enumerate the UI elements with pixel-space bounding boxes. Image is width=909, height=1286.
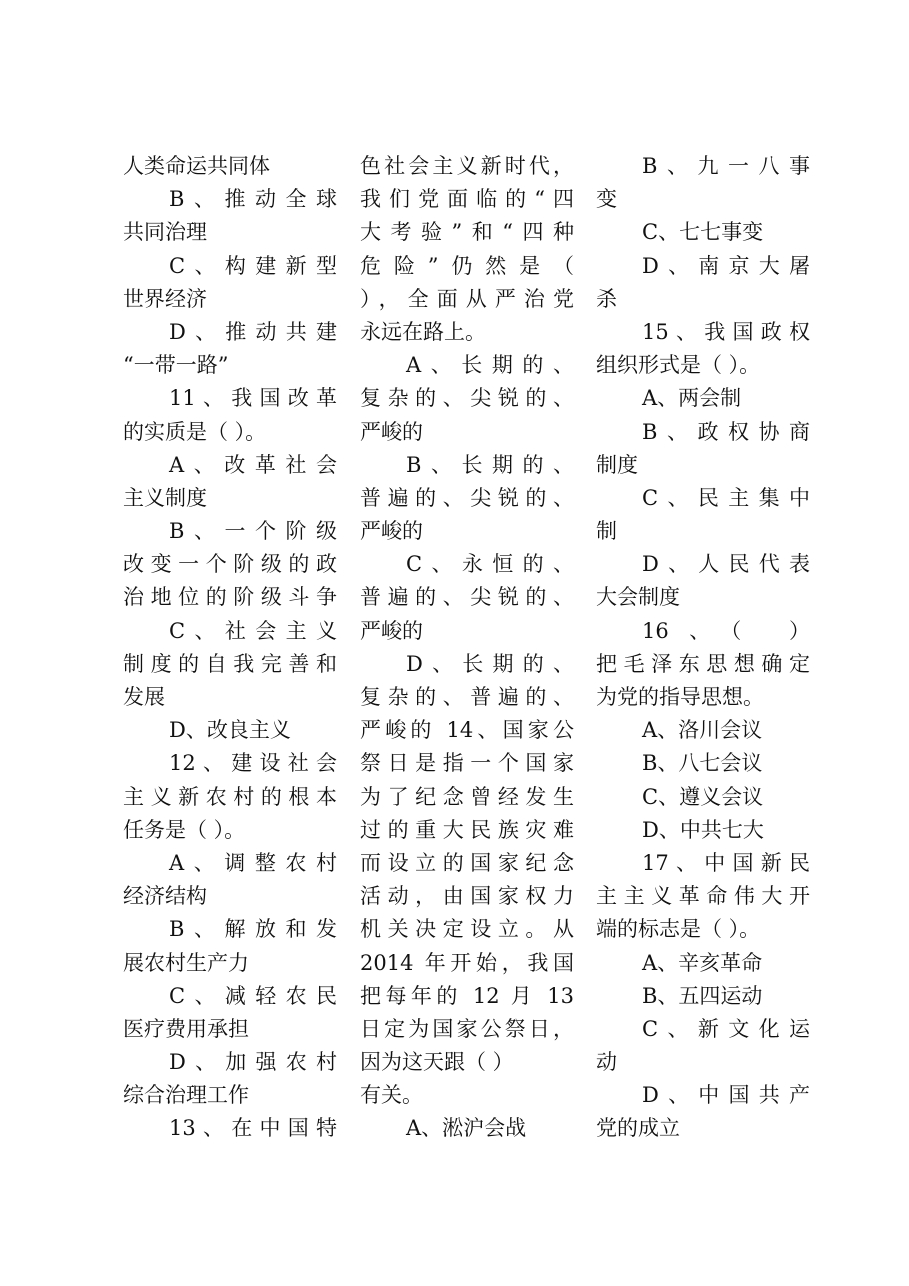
text-line: 人类命运共同体: [123, 154, 270, 178]
text-line: 杀: [596, 286, 617, 311]
text-line: 世界经济: [123, 286, 207, 311]
text-line: C、减轻农民: [169, 983, 337, 1008]
text-line: C、构建新型: [169, 253, 337, 278]
column-left: [123, 150, 337, 1146]
text-line: 为党的指导思想。: [596, 685, 764, 709]
text-line: 13、在中国特: [169, 1116, 337, 1141]
text-line: A、淞沪会战: [406, 1116, 527, 1141]
text-line: 为了纪念曾经发生: [360, 784, 574, 809]
text-line: B、五四运动: [642, 983, 763, 1008]
text-line: 党的成立: [596, 1116, 680, 1141]
text-line: 因为这天跟（ ）: [360, 1050, 514, 1075]
text-line: 有关。: [360, 1083, 423, 1108]
text-line: D、南京大屠: [642, 253, 810, 278]
text-line: 医疗费用承担: [123, 1016, 249, 1041]
text-line: 过的重大民族灾难: [360, 817, 574, 842]
text-line: A、长期的、: [406, 353, 574, 378]
text-line: 任务是（ ）。: [123, 817, 246, 842]
text-line: 改变一个阶级的政: [123, 552, 337, 577]
text-line: B、推动全球: [169, 187, 337, 212]
text-line: C、永恒的、: [406, 552, 574, 577]
text-line: 严峻的: [360, 419, 423, 444]
text-line: 把每年的 12 月 13: [360, 983, 574, 1008]
text-line: D、长期的、: [406, 651, 574, 676]
text-line: 制度的自我完善和: [123, 651, 337, 676]
text-line: 综合治理工作: [123, 1083, 249, 1108]
text-line: 11、我国改革: [169, 386, 337, 411]
text-line: 严峻的: [360, 519, 423, 544]
text-line: 端的标志是（ ）。: [596, 917, 761, 942]
text-line: 活动，由国家权力: [360, 884, 574, 909]
text-line: C、新文化运: [642, 1016, 810, 1041]
text-line: 主义制度: [123, 485, 207, 510]
text-line: A、调整农村: [169, 850, 337, 875]
column-middle: [360, 150, 574, 1146]
text-line: A、辛亥革命: [642, 950, 763, 975]
text-line: D、中共七大: [642, 817, 764, 842]
text-line: 经济结构: [123, 884, 207, 909]
text-line: ），全面从严治党: [360, 286, 574, 311]
text-line: 复杂的、尖锐的、: [360, 386, 574, 411]
text-line: 色社会主义新时代，: [360, 154, 574, 178]
text-line: 危险”仍然是（: [360, 253, 574, 278]
text-line: 我们党面临的“四: [360, 187, 574, 212]
text-line: 12、建设社会: [169, 751, 337, 776]
text-line: 把毛泽东思想确定: [596, 651, 810, 676]
text-line: 而设立的国家纪念: [360, 850, 574, 875]
text-line: D、人民代表: [642, 552, 810, 577]
text-line: 17、中国新民: [642, 850, 810, 875]
text-line: 严峻的 14、国家公: [360, 718, 574, 743]
text-line: 制: [596, 519, 617, 544]
text-line: 展农村生产力: [123, 950, 249, 975]
text-line: B、解放和发: [169, 917, 337, 942]
text-line: C、民主集中: [642, 485, 810, 510]
text-line: 复杂的、普遍的、: [360, 685, 574, 709]
text-line: C、七七事变: [642, 220, 764, 245]
text-line: 共同治理: [123, 220, 207, 245]
text-line: 祭日是指一个国家: [360, 751, 574, 776]
text-line: 大考验”和“四种: [360, 220, 574, 245]
text-line: 16、（ ）: [642, 618, 810, 643]
text-line: C、遵义会议: [642, 784, 764, 809]
text-line: D、加强农村: [169, 1050, 337, 1075]
text-line: 普遍的、尖锐的、: [360, 585, 574, 610]
text-line: A、洛川会议: [642, 718, 763, 743]
text-line: 变: [596, 187, 617, 212]
text-line: 组织形式是（ ）。: [596, 353, 761, 378]
text-line: B、长期的、: [406, 452, 574, 477]
text-line: B、八七会议: [642, 751, 763, 776]
text-line: D、改良主义: [169, 718, 291, 743]
text-line: D、中国共产: [642, 1083, 810, 1108]
text-line: 严峻的: [360, 618, 423, 643]
text-line: C、社会主义: [169, 618, 337, 643]
text-line: 制度: [596, 452, 638, 477]
text-line: 永远在路上。: [360, 319, 486, 344]
column-right: [596, 150, 810, 1146]
text-line: “一带一路”: [123, 353, 229, 378]
text-line: 普遍的、尖锐的、: [360, 485, 574, 510]
text-line: A、改革社会: [169, 452, 337, 477]
text-line: D、推动共建: [169, 319, 337, 344]
text-line: 发展: [123, 685, 165, 709]
text-line: 大会制度: [596, 585, 680, 610]
text-line: 动: [596, 1050, 617, 1075]
text-line: 主主义革命伟大开: [596, 884, 810, 909]
text-line: 主义新农村的根本: [123, 784, 337, 809]
text-line: 治地位的阶级斗争: [123, 585, 337, 610]
text-line: 2014 年开始，我国: [360, 950, 574, 975]
text-line: 15、我国政权: [642, 319, 810, 344]
text-line: B、政权协商: [642, 419, 810, 444]
text-line: 机关决定设立。从: [360, 917, 574, 942]
text-line: 的实质是（ ）。: [123, 419, 267, 444]
text-line: B、九一八事: [642, 154, 810, 178]
text-line: A、两会制: [642, 386, 742, 411]
text-line: 日定为国家公祭日，: [360, 1016, 574, 1041]
text-line: B、一个阶级: [169, 519, 337, 544]
